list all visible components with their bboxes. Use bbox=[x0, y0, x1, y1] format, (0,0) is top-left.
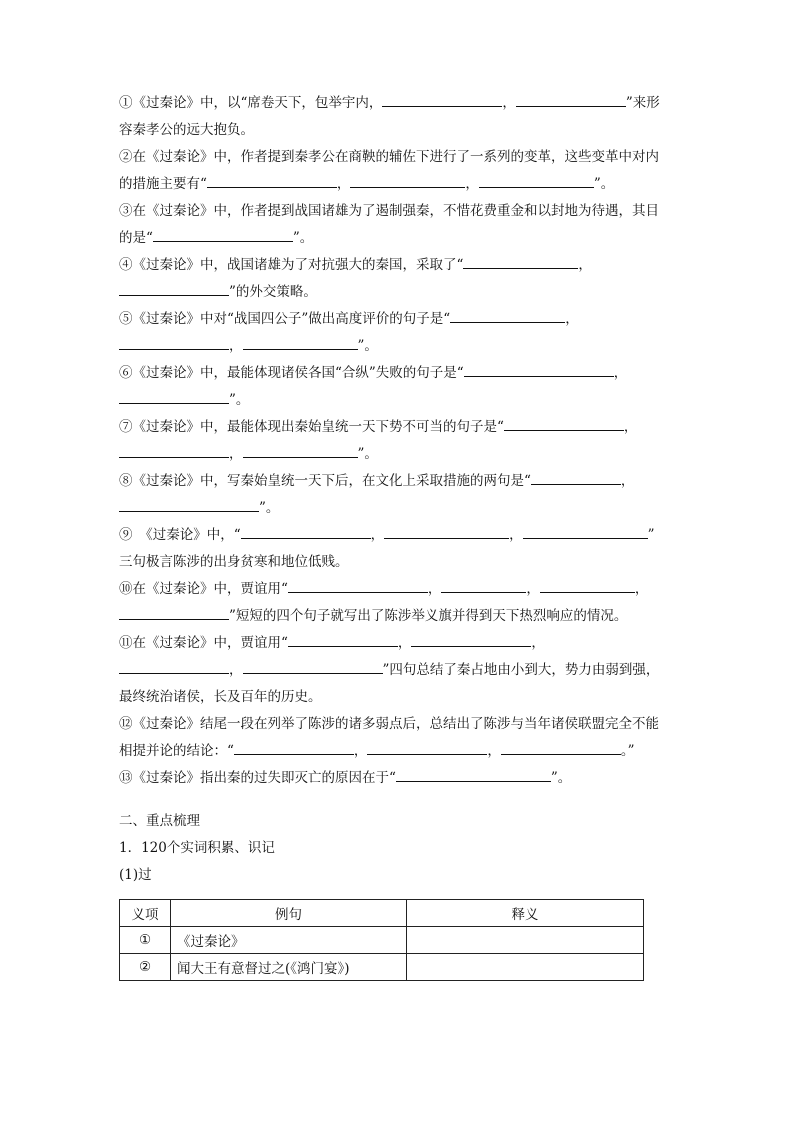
answer-blank[interactable] bbox=[119, 389, 229, 404]
answer-blank[interactable] bbox=[411, 632, 531, 647]
question-line: 容秦孝公的远大抱负。 bbox=[119, 122, 254, 138]
answer-blank[interactable] bbox=[531, 470, 621, 485]
table-cell-example: 闻大王有意督过之(《鸿门宴》) bbox=[171, 954, 407, 981]
table-cell-index: ① bbox=[120, 927, 171, 954]
question-text: ， bbox=[487, 743, 501, 759]
question-text: ， bbox=[613, 365, 628, 381]
question-line bbox=[119, 90, 675, 117]
question-text: 《过秦论》中对“战国四公子”做出高度评价的句子是“ bbox=[132, 311, 451, 327]
answer-blank[interactable] bbox=[464, 362, 614, 377]
question-line bbox=[119, 603, 675, 630]
question-number: ⑧ bbox=[119, 473, 133, 489]
question-text: ”。 bbox=[292, 230, 314, 246]
answer-blank[interactable] bbox=[463, 254, 578, 269]
answer-blank[interactable] bbox=[367, 740, 487, 755]
question-number: ② bbox=[119, 149, 133, 165]
question-text: ， bbox=[578, 257, 592, 273]
answer-blank[interactable] bbox=[234, 740, 354, 755]
question-text: ， bbox=[229, 662, 243, 678]
answer-blank[interactable] bbox=[288, 632, 398, 647]
answer-blank[interactable] bbox=[350, 173, 465, 188]
question-text: ” bbox=[647, 527, 655, 543]
question-text: ， bbox=[229, 338, 243, 354]
question-text: 《过秦论》中，最能体现出秦始皇统一天下势不可当的句子是“ bbox=[132, 419, 504, 435]
table-cell-explanation[interactable] bbox=[407, 927, 644, 954]
question-text: 在《过秦论》中，贾谊用“ bbox=[132, 635, 288, 651]
question-text: ， bbox=[634, 581, 649, 597]
question-text: 《过秦论》指出秦的过失即灭亡的原因在于“ bbox=[132, 770, 396, 786]
question-text: ， bbox=[565, 311, 579, 327]
question-line bbox=[119, 360, 675, 387]
question-number: ⑤ bbox=[119, 311, 133, 327]
question-text: ”。 bbox=[593, 176, 615, 192]
table-row bbox=[120, 927, 644, 954]
header-meaning-index: 义项 bbox=[120, 900, 171, 927]
question-line bbox=[119, 252, 675, 279]
question-number: ⑨ bbox=[119, 527, 133, 543]
question-text: ， bbox=[353, 743, 368, 759]
question-text: ， bbox=[526, 581, 540, 597]
vocab-table bbox=[119, 899, 644, 981]
question-text: 三句极言陈涉的出身贫寒和地位低贱。 bbox=[119, 554, 349, 570]
subsection-title: 1．120个实词积累、识记 bbox=[119, 840, 275, 856]
question-text: 《过秦论》中，最能体现诸侯各国“合纵”失败的句子是“ bbox=[132, 365, 464, 381]
question-text: 相提并论的结论：“ bbox=[119, 743, 234, 759]
question-list bbox=[119, 90, 675, 792]
question-line bbox=[119, 522, 675, 549]
question-line bbox=[119, 171, 675, 198]
question-line bbox=[119, 306, 675, 333]
question-line bbox=[119, 441, 675, 468]
worksheet-page bbox=[119, 90, 675, 981]
question-line bbox=[119, 414, 675, 441]
answer-blank[interactable] bbox=[501, 740, 621, 755]
question-text: ， bbox=[502, 95, 516, 111]
question-text: ”四句总结了秦占地由小到大，势力由弱到强， bbox=[382, 662, 660, 678]
question-text: 《过秦论》中，以“席卷天下，包举宇内， bbox=[132, 95, 383, 111]
question-text: 《过秦论》结尾一段在列举了陈涉的诸多弱点后，总结出了陈涉与当年诸侯联盟完全不能 bbox=[132, 716, 659, 732]
answer-blank[interactable] bbox=[516, 92, 626, 107]
table-cell-example: 《过秦论》 bbox=[171, 927, 407, 954]
question-number: ⑩ bbox=[119, 581, 133, 597]
question-number: ④ bbox=[119, 257, 133, 273]
question-text: ”。 bbox=[357, 446, 378, 462]
question-line bbox=[119, 576, 675, 603]
question-line bbox=[119, 684, 675, 711]
question-text: ， bbox=[509, 527, 523, 543]
answer-blank[interactable] bbox=[243, 335, 358, 350]
answer-blank[interactable] bbox=[450, 308, 565, 323]
answer-blank[interactable] bbox=[243, 443, 358, 458]
answer-blank[interactable] bbox=[119, 443, 229, 458]
question-line bbox=[119, 549, 675, 576]
question-line bbox=[119, 198, 675, 225]
answer-blank[interactable] bbox=[288, 578, 428, 593]
question-line bbox=[119, 225, 675, 252]
question-line bbox=[119, 468, 675, 495]
question-line bbox=[119, 711, 675, 738]
table-cell-explanation[interactable] bbox=[407, 954, 644, 981]
question-text: 《过秦论》中，“ bbox=[132, 527, 241, 543]
question-text: 在《过秦论》中，贾谊用“ bbox=[132, 581, 288, 597]
question-number: ① bbox=[119, 95, 133, 111]
item-title: (1)过 bbox=[119, 867, 152, 883]
answer-blank[interactable] bbox=[119, 659, 229, 674]
question-line bbox=[119, 495, 675, 522]
question-number: ⑦ bbox=[119, 419, 133, 435]
question-number: ⑪ bbox=[119, 635, 133, 651]
question-text: ”来形 bbox=[625, 95, 660, 111]
answer-blank[interactable] bbox=[504, 416, 624, 431]
question-number: ⑥ bbox=[119, 365, 133, 381]
question-line bbox=[119, 279, 675, 306]
table-header-row bbox=[120, 900, 644, 927]
question-line bbox=[119, 765, 675, 792]
question-text: 《过秦论》中，战国诸雄为了对抗强大的秦国，采取了“ bbox=[132, 257, 464, 273]
question-line bbox=[119, 144, 675, 171]
question-text: ， bbox=[336, 176, 351, 192]
answer-blank[interactable] bbox=[479, 173, 594, 188]
question-text: ， bbox=[620, 473, 635, 489]
answer-blank[interactable] bbox=[441, 578, 526, 593]
question-number: ⑬ bbox=[119, 770, 133, 786]
question-text: ”短短的四个句子就写出了陈涉举义旗并得到天下热烈响应的情况。 bbox=[229, 608, 628, 624]
header-example: 例句 bbox=[171, 900, 407, 927]
question-number: ③ bbox=[119, 203, 133, 219]
question-text: ， bbox=[623, 419, 638, 435]
answer-blank[interactable] bbox=[243, 659, 383, 674]
answer-blank[interactable] bbox=[119, 281, 229, 296]
header-explanation: 释义 bbox=[407, 900, 644, 927]
answer-blank[interactable] bbox=[540, 578, 635, 593]
answer-blank[interactable] bbox=[119, 605, 229, 620]
answer-blank[interactable] bbox=[382, 92, 502, 107]
question-text: ”。 bbox=[550, 770, 572, 786]
question-text: ”的外交策略。 bbox=[229, 284, 317, 300]
answer-blank[interactable] bbox=[119, 497, 259, 512]
answer-blank[interactable] bbox=[153, 227, 293, 242]
question-text: ， bbox=[370, 527, 385, 543]
answer-blank[interactable] bbox=[396, 767, 551, 782]
question-text: 的是“ bbox=[119, 230, 153, 246]
question-text: ”。 bbox=[357, 338, 378, 354]
table-row bbox=[120, 954, 644, 981]
answer-blank[interactable] bbox=[207, 173, 337, 188]
question-text: ， bbox=[465, 176, 479, 192]
question-text: 的措施主要有“ bbox=[119, 176, 207, 192]
question-text: ， bbox=[397, 635, 412, 651]
question-line bbox=[119, 387, 675, 414]
question-text: ， bbox=[531, 635, 545, 651]
table-cell-index: ② bbox=[120, 954, 171, 981]
question-text: 最终统治诸侯，长及百年的历史。 bbox=[119, 689, 322, 705]
question-text: 《过秦论》中，写秦始皇统一天下后，在文化上采取措施的两句是“ bbox=[132, 473, 531, 489]
answer-blank[interactable] bbox=[523, 524, 648, 539]
question-line bbox=[119, 333, 675, 360]
question-number: ⑫ bbox=[119, 716, 133, 732]
question-text: 。” bbox=[620, 743, 635, 759]
question-text: ， bbox=[229, 446, 243, 462]
answer-blank[interactable] bbox=[119, 335, 229, 350]
section-title: 二、重点梳理 bbox=[119, 813, 200, 829]
answer-blank[interactable] bbox=[241, 524, 371, 539]
answer-blank[interactable] bbox=[384, 524, 509, 539]
question-text: ， bbox=[427, 581, 442, 597]
question-text: ”。 bbox=[259, 500, 280, 516]
question-line bbox=[119, 738, 675, 765]
question-line bbox=[119, 630, 675, 657]
question-line bbox=[119, 657, 675, 684]
question-text: 在《过秦论》中，作者提到秦孝公在商鞅的辅佐下进行了一系列的变革，这些变革中对内 bbox=[132, 149, 659, 165]
question-text: ”。 bbox=[229, 392, 250, 408]
question-text: 在《过秦论》中，作者提到战国诸雄为了遏制强秦，不惜花费重金和以封地为待遇，其目 bbox=[132, 203, 659, 219]
